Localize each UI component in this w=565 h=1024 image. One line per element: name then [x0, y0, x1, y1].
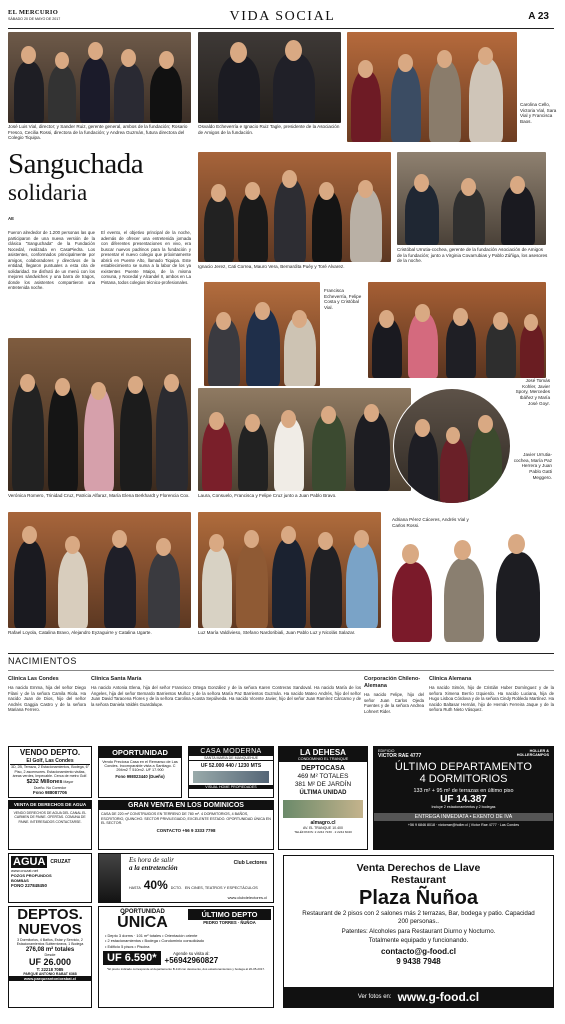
- photo-group-7: [368, 282, 546, 378]
- ad-victor-rae: [373, 746, 554, 850]
- ad-vendo-title: VENDO DEPTO.: [19, 748, 81, 757]
- photo-group-12: [198, 512, 381, 628]
- article-byline: AE: [8, 216, 14, 221]
- page-number: A 23: [528, 11, 549, 22]
- paper-name: EL MERCURIO: [8, 9, 59, 16]
- ad-rest-d3: Totalmente equipado y funcionando.: [368, 937, 469, 945]
- ad-rest-t1: Venta Derechos de Llave: [356, 862, 481, 874]
- article-title: Sanguchada: [8, 148, 144, 180]
- caption-6: Francisca Echeverría, Felipe Costa y Cristóbal Vial.: [324, 288, 362, 311]
- ad-rest-ver: Ver fotos en:: [357, 994, 392, 1000]
- ad-casa-title: CASA MODERNA: [189, 747, 273, 756]
- caption-12: Luz María Valdivieso, Stefano Nardoribiali, Juan Pablo Luz y Nicolás Salazar.: [198, 630, 356, 635]
- ad-casa-moderna: [188, 746, 274, 798]
- ad-unica-b1: • Depto 3 dorms · 101 m² totales • Orientación oriente: [105, 933, 198, 938]
- caption-1: José Luis Vial, director; y Sander Ruiz, gerente general, ambos de la fundación; Rosario Fresco, Cecilia Rossi, directora de la fundación; y Andrea Guzmán, futura directora del Colegio Tiquipa.: [8, 124, 188, 141]
- ad-victor-l1: 133 m² + 95 m² de terrazas en último piso: [413, 788, 514, 794]
- ad-dehesa-addr: AV. EL TRANQUE 10.400: [303, 825, 343, 830]
- ad-oport-phone: Fono 998023440 (Dueño): [115, 774, 165, 779]
- ad-deptos-size: 276,08 m² totales: [25, 947, 75, 953]
- ad-derechos-agua: [8, 800, 92, 850]
- photo-group-1: [8, 32, 191, 123]
- ad-unica-phone[interactable]: +56942960827: [164, 955, 219, 965]
- ad-club-cats: EN CINES, TEATROS Y ESPECTÁCULOS: [184, 886, 258, 890]
- ad-casa-price: UF 52.000 440 / 1230 MTS: [200, 763, 262, 769]
- ad-victor-name: VICTOR RAE 4777: [378, 753, 422, 759]
- ad-victor-l2: Incluye 2 estacionamientos y 2 bodegas: [431, 805, 496, 809]
- ad-agua-l1: POZOS PROFUNDOS: [11, 873, 52, 878]
- nac-rule-2: [8, 670, 554, 671]
- ad-club-dto: DCTO.: [170, 886, 182, 890]
- nac-col-3-head: Corporación Chileno-Alemana: [364, 676, 421, 690]
- nac-col-1-text: Ha nacido Emma, hija del señor Diego Filani y de la señora Camila Riola. Ha nacido Juan de Dios, hijo del señor Andrés Gaggia Castro y de la señora Mariana Ferrero.: [8, 685, 86, 713]
- article-subtitle: solidaria: [8, 180, 88, 205]
- ad-vendo-body: 3D, 2B, Terraza, 2 Estacionamientos, Bodega, 6° Piso, 2 ascensores. Estacionamiento visitas, áreas verdes, Impecable. Cerca de metro Golf.: [10, 765, 90, 779]
- nac-col-4-text: Ha nacido Simón, hijo de Cristián Huber Domínguez y de la señora Ximena Berrío Izquierdo. Ha nacido Luciana, hija de Hugo Lisboa Córdova y de la señora Cindy Robledo Martínez. Ha nacido Baltasar Hernán, hijo de Hernán Ferreira Jaque y de la señora Ruth Nieto Vásquez.: [429, 685, 554, 713]
- ad-oportunidad-unica: [98, 906, 274, 1008]
- photo-group-10: [198, 388, 411, 491]
- ad-rest-mail[interactable]: contacto@g-food.cl: [381, 947, 456, 957]
- caption-5: Cristóbal Urrutia-cochea, gerente de la fundación Asociación de Amigos de la fundación; junto a Virginia Covarrubias y Pablo Zúñiga, los asesores de la noche.: [397, 247, 548, 264]
- ad-victor-brand: HOLLER & HOLLERCAMPOS: [516, 749, 549, 757]
- ad-dehesa-web[interactable]: almagro.cl: [310, 819, 336, 826]
- ad-club-l1: Es hora de salir: [129, 856, 174, 864]
- caption-8: Javier Urrutia-cochea, María Paz Herrera y Juan Pablo Gatti Meggero.: [513, 452, 552, 480]
- ad-club-l2: a la entretención: [129, 863, 178, 872]
- caption-9: Verónica Romero, Trinidad Cruz, Patricia Alfaraz, María Elena Berkhardt y Florencia Cox.: [8, 493, 190, 498]
- ad-dehesa-l2: 469 M² TOTALES: [297, 773, 349, 781]
- ad-agua-title: AGUA: [13, 856, 46, 868]
- photo-group-5: [397, 152, 546, 245]
- ad-deptos-from: Desde: [44, 953, 56, 957]
- section-title: VIDA SOCIAL: [229, 9, 336, 24]
- ad-unica-star: *: [152, 951, 157, 964]
- ad-derechos-title: VENTA DE DERECHOS DE AGUA: [9, 801, 91, 809]
- photo-group-4: [198, 152, 391, 262]
- caption-13: Adriana Pérez Cáceres, Andrés Vial y Carlos Rossi.: [392, 517, 469, 528]
- ad-oportunidad: [98, 746, 182, 798]
- ad-unica-t4: PEDRO TORRES · ÑUÑOA: [203, 920, 256, 925]
- ad-rest-t3: Plaza Ñuñoa: [359, 887, 478, 909]
- ad-la-dehesa: [278, 746, 368, 850]
- ad-club-hasta: HASTA: [129, 886, 141, 890]
- ad-agua-web: www.cruzat.net: [11, 868, 39, 873]
- ad-unica-b2: • 2 estacionamientos • Bodega • Condominio consolidado: [105, 938, 205, 944]
- ad-vendo-sub: El Golf, Las Condes: [10, 758, 90, 765]
- ad-agua-phone: FONO 227848450: [11, 883, 47, 888]
- photo-group-8: [393, 388, 511, 504]
- ad-dehesa-l4: ÚLTIMA UNIDAD: [299, 789, 347, 796]
- ad-casa-foot: VISUAL HOME PROPIEDADES: [189, 785, 273, 789]
- ad-rest-d2: Patentes: Alcoholes para Restaurant Diurno y Nocturno.: [341, 928, 496, 936]
- ad-victor-pre: EDIFICIO: [378, 749, 395, 753]
- ad-dehesa-l1: DEPTOCASA: [301, 765, 345, 772]
- caption-10: Laura, Consuelo, Francisca y Felipe Cruz junto a Juan Pablo Bravo.: [198, 493, 337, 498]
- ad-agua-cruzat: [8, 853, 92, 903]
- caption-4: Ignacio Jerez, Cati Correa, Mauro Vera, Bernardita Puéy y Toré Alvarez.: [198, 264, 345, 269]
- ad-dehesa-tel: TELÉFONOS: 2 2244 7230 · 2 2244 6040: [294, 829, 352, 834]
- ad-club-brand: Club Lectores: [233, 860, 267, 866]
- ad-deptos-body: 3 Dormitorios, 4 Baños, Estar y Servicio, 2 Estacionamientos Subterráneos, 1 Bodega: [16, 938, 84, 946]
- ad-club-web[interactable]: www.clubdelectores.cl: [227, 895, 267, 900]
- ad-vendo-foot: Dueño. No Corredor: [33, 785, 67, 790]
- ad-vendo-price: $232 Millones: [26, 778, 63, 785]
- ad-gran-venta: [98, 800, 274, 850]
- nac-col-1-head: Clínica Las Condes: [8, 676, 59, 682]
- ad-derechos-body: VENDO DERECHOS DE AGUA DEL CANAL EL CARMEN DE PAINE. OFERTAS. COMUNA DE PAINE. INTERESADOS CONTACTARSE.: [13, 810, 87, 824]
- photo-group-9: [8, 338, 191, 491]
- ad-gran-title: GRAN VENTA EN LOS DOMINICOS: [99, 801, 273, 810]
- ad-rest-t2: Restaurant: [391, 874, 446, 886]
- nac-col-1: [8, 676, 86, 713]
- ad-deptos-t1: DEPTOS.: [17, 906, 83, 923]
- ad-rest-phone[interactable]: 9 9438 7948: [396, 957, 441, 967]
- photo-group-3: [347, 32, 517, 142]
- ad-unica-t2: ÚNICA: [117, 914, 168, 931]
- ad-casa-sub: SANTA MARÍA DE MANQUEHUE: [189, 756, 273, 761]
- ad-oport-title: OPORTUNIDAD: [99, 747, 181, 758]
- ad-deptos-web[interactable]: www.parqueantoniorabat.cl: [9, 976, 91, 981]
- ad-victor-price: UF 14.387: [440, 794, 487, 805]
- photo-group-13: [388, 532, 546, 642]
- ad-agua-brand: CRUZAT: [50, 859, 71, 865]
- article-body-col2: El evento, el objetivo principal de la noche, además de ofrecer una entretenida jornada con diferentes presentaciones en vivo, era buscar nuevos padrinos para la fundación y presentar el nuevo colegio que próximamente abrirá en Puente Alto, llamado Tiquipa. Este establecimiento se suma a la labor de los ya existentes Puente Maipo, de la misma comuna, y Nocedal y Alcandel II, ambos en La Pintana, todos colegios técnico-profesionales.: [101, 230, 191, 285]
- ad-deptos-nuevos: [8, 906, 92, 1008]
- article-body-col1: Fueron alrededor de 1.200 personas las que participaron de una nueva versión de la clásica "Sanguchada" de la Fundación Nocedal, realizada en CasaPiedra. Los asistentes, conformados principalmente por amigos, colaboradores y directivos de la entidad, llegaron puntuales a esta cita de solidaridad. Se disfrutó de un menú con los mejores sándwiches y una barra de tragos, donde los asistentes compartieron una entretenida noche.: [8, 230, 95, 290]
- ad-restaurant: [283, 855, 554, 1008]
- ad-unica-price: UF 6.590: [107, 951, 153, 964]
- ad-rest-web[interactable]: www.g-food.cl: [397, 990, 480, 1004]
- ad-deptos-t2: NUEVOS: [18, 921, 82, 938]
- ad-unica-t1: OPORTUNIDAD: [120, 909, 165, 915]
- ad-unica-t3: ÚLTIMO DEPTO: [188, 909, 271, 920]
- nac-col-3-text: Ha nacido Felipe, hijo del señor Juan Carlos Ojeda Fuentes y de la señora Andrea Lohnert Rider.: [364, 692, 424, 714]
- ad-vendo-depto: [8, 746, 92, 798]
- nac-col-4-head: Clínica Alemana: [429, 676, 472, 682]
- caption-2: Osvaldo Echeverría e Ignacio Ruiz Tagle, presidente de la Asociación de Amigos de la fundación.: [198, 124, 340, 135]
- nac-col-4: [429, 676, 554, 713]
- ad-victor-bar: ENTREGA INMEDIATA • EXENTO DE IVA: [374, 813, 553, 821]
- nac-rule: [8, 653, 554, 654]
- nac-col-2-text: Ha nacido Antonia Elena, hija del señor Francisco Ortega González y de la señora Karen Contreras Sandoval. Ha nacido María de los Ángeles, hija del señor Bernardo Barrientos Muñoz y de la señora María Paz Barrientos Guzmán. Ha nacido Mateo Andrés, hijo del señor Juan David Taracena Flores y de la señora Carolina Acosta Sepúlveda. Ha nacido Vicente Javier, hijo del señor Juan Ramírez Cárcamo y de la señora Daniela Valdés Guardalupe.: [91, 685, 361, 707]
- ad-victor-t2: 4 DORMITORIOS: [419, 773, 508, 785]
- nac-col-2: [91, 676, 361, 707]
- ad-unica-fine: *El precio indicado corresponde al departamento B-110 con descuento, dos estacionamientos y bodega al 20-05-2017.: [107, 966, 265, 971]
- ad-victor-foot: +56 9 6846 8018 · victorrae@holler.cl | Víctor Rae 4777 · Las Condes: [407, 823, 520, 827]
- caption-7: José Tomás Kohler, Javier Spory, Mercedes Ibáñez y María José Goyr.: [515, 378, 550, 406]
- ad-unica-b3: • Edificio 5 pisos • Piscina: [105, 943, 150, 949]
- photo-group-11: [8, 512, 191, 628]
- ad-vendo-tag: Mayor: [63, 779, 74, 784]
- caption-3: Carolina Cello, Victoria Vial, Sara Vial y Francisca Baos.: [520, 102, 557, 125]
- nacimientos-title: NACIMIENTOS: [8, 656, 77, 666]
- issue-date: SÁBADO 20 DE MAYO DE 2017: [8, 17, 61, 21]
- ad-dehesa-t2: CONDOMINIO EL TRANQUE: [297, 757, 349, 761]
- photo-group-2: [198, 32, 341, 123]
- header-rule: [8, 28, 554, 29]
- nac-col-3: [364, 676, 424, 714]
- ad-unica-agende: Agende su visita al:: [173, 950, 210, 956]
- ad-dehesa-t1: LA DEHESA: [300, 748, 346, 757]
- ad-dehesa-l3: 381 M² DE JARDÍN: [294, 780, 352, 788]
- caption-11: Rafael Loyola, Catalina Bravo, Alejandro Eyzaguirre y Catalina Ugarte.: [8, 630, 152, 635]
- ad-gran-body: CASA DE 220 m² CONSTRUIDOS EN TERRENO DE 780 m². 4 DORMITORIOS, 4 BAÑOS, ESCRITORIO, QUINCHO. SECTOR PRIVILEGIADO, EXCELENTE ESTADO. OPORTUNIDAD ÚNICA EN EL SECTOR.: [101, 812, 271, 826]
- ad-club-pct: 40%: [143, 878, 168, 892]
- ad-deptos-phone: T: 22218 7085: [36, 967, 64, 972]
- ad-rest-d1: Restaurant de 2 pisos con 2 salones más 2 terrazas, Bar, bodega y patio. Capacidad 200 personas..: [302, 910, 535, 926]
- ad-club-lectores: [98, 853, 274, 903]
- ad-gran-phone: CONTACTO +56 9 3333 7798: [156, 828, 216, 834]
- ad-victor-t1: ÚLTIMO DEPARTAMENTO: [394, 761, 533, 773]
- ad-deptos-price: UF 26.000: [28, 957, 72, 967]
- photo-group-6: [204, 282, 320, 386]
- ad-deptos-addr: PARQUE ANTONIO RABAT 6368: [23, 972, 77, 976]
- ad-agua-l2: BOMBAS: [11, 878, 29, 883]
- ad-vendo-phone: Fono 988087706: [33, 790, 67, 796]
- nac-col-2-head: Clínica Santa María: [91, 676, 142, 682]
- ad-oport-body: Vendo Preciosa Casa en el Remanso de Las Condes. Incomparable vista a Santiago. C 294m2 T 510m2. UF 17.900: [102, 760, 178, 772]
